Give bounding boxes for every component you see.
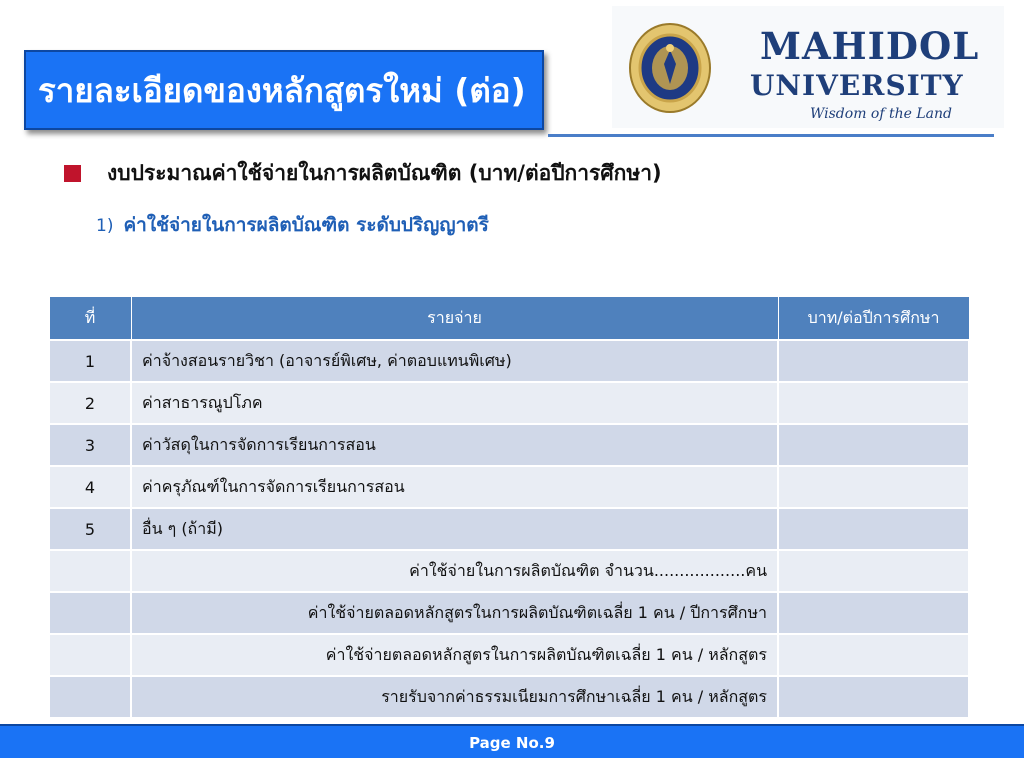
summary-no-cell — [49, 634, 131, 676]
footer-bottom-strip — [0, 758, 1024, 768]
table-row — [49, 340, 969, 382]
table-row — [49, 424, 969, 466]
row-item: ค่าสาธารณูปโภค — [131, 382, 778, 424]
summary-row — [49, 676, 969, 718]
sub-item — [96, 210, 489, 240]
header-amount: บาท/ต่อปีการศึกษา — [778, 297, 969, 341]
logo-tagline: Wisdom of the Land — [810, 106, 952, 122]
summary-no-cell — [49, 550, 131, 592]
bullet-text: งบประมาณค่าใช้จ่ายในการผลิตบัณฑิต (บาท/ต่อปีการศึกษา) — [107, 160, 662, 185]
summary-no-cell — [49, 676, 131, 718]
summary-row — [49, 592, 969, 634]
header-divider — [548, 134, 994, 137]
sub-item-number: 1) — [96, 216, 114, 236]
summary-label: รายรับจากค่าธรรมเนียมการศึกษาเฉลี่ย 1 คน / หลักสูตร — [131, 676, 778, 718]
logo-name-line1: MAHIDOL — [760, 24, 980, 68]
summary-amount — [778, 676, 969, 718]
square-bullet-icon — [64, 165, 81, 182]
table-header-row — [49, 297, 969, 341]
university-seal-icon — [628, 22, 712, 114]
slide-title — [24, 50, 544, 130]
budget-table — [48, 296, 970, 719]
summary-row — [49, 634, 969, 676]
row-item: ค่าครุภัณฑ์ในการจัดการเรียนการสอน — [131, 466, 778, 508]
bullet-item — [64, 156, 662, 190]
summary-amount — [778, 550, 969, 592]
page-number: Page No.9 — [469, 734, 555, 752]
row-amount — [778, 382, 969, 424]
summary-row — [49, 550, 969, 592]
sub-item-text: ค่าใช้จ่ายในการผลิตบัณฑิต ระดับปริญญาตรี — [123, 214, 489, 236]
row-amount — [778, 340, 969, 382]
summary-label: ค่าใช้จ่ายตลอดหลักสูตรในการผลิตบัณฑิตเฉลี่ย 1 คน / ปีการศึกษา — [131, 592, 778, 634]
row-item: อื่น ๆ (ถ้ามี) — [131, 508, 778, 550]
table-row — [49, 382, 969, 424]
header-item: รายจ่าย — [131, 297, 778, 341]
row-amount — [778, 466, 969, 508]
row-no: 4 — [49, 466, 131, 508]
logo-name-line2: UNIVERSITY — [750, 69, 964, 102]
row-no: 5 — [49, 508, 131, 550]
slide-title-text: รายละเอียดของหลักสูตรใหม่ (ต่อ) — [38, 70, 526, 110]
row-no: 3 — [49, 424, 131, 466]
row-item: ค่าวัสดุในการจัดการเรียนการสอน — [131, 424, 778, 466]
header-no: ที่ — [49, 297, 131, 341]
summary-amount — [778, 634, 969, 676]
summary-label: ค่าใช้จ่ายในการผลิตบัณฑิต จำนวน..................คน — [131, 550, 778, 592]
row-item: ค่าจ้างสอนรายวิชา (อาจารย์พิเศษ, ค่าตอบแทนพิเศษ) — [131, 340, 778, 382]
summary-amount — [778, 592, 969, 634]
row-no: 1 — [49, 340, 131, 382]
page-footer — [0, 724, 1024, 760]
mahidol-logo — [612, 6, 1004, 128]
row-no: 2 — [49, 382, 131, 424]
row-amount — [778, 424, 969, 466]
table-row — [49, 466, 969, 508]
table-row — [49, 508, 969, 550]
summary-label: ค่าใช้จ่ายตลอดหลักสูตรในการผลิตบัณฑิตเฉลี่ย 1 คน / หลักสูตร — [131, 634, 778, 676]
summary-no-cell — [49, 592, 131, 634]
row-amount — [778, 508, 969, 550]
